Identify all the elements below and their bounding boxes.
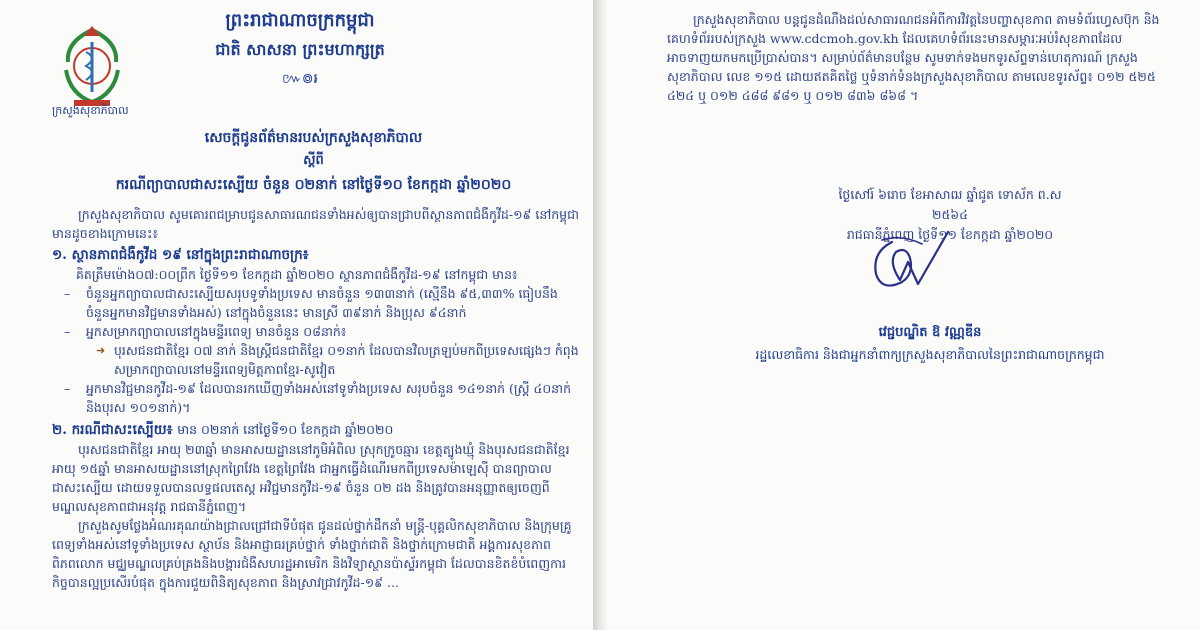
section-2-paragraph-1: បុរសជនជាតិខ្មែរ អាយុ ២៣ឆ្នាំ មានអាសយដ្ឋាននៅភូមិអំពិល ស្រុកក្រូចឆ្មារ ខេត្តត្បូងឃ្មុំ និងបុរសជនជាតិខ្មែរ អាយុ ១៥ឆ្នាំ មានអាសយដ្ឋាននៅស្រុកព្រៃវែង ខេត្តព្រៃវែង ជាអ្នកធ្វើដំណើរមកពីប្រទេសម៉ាឡេស៊ី បានព្យាបាលជាសះស្បើយ ដោយទទួលបានលទ្ធផលតេស្ត អវិជ្ជមានកូវីដ-១៩ ចំនួន ០២ ដង និងត្រូវបានអនុញ្ញាតឲ្យចេញពីមណ្ឌលសុខភាពជាអនុវត្ត រាជធានីភ្នំពេញ។ — [52, 442, 570, 514]
signer-name: វេជ្ជបណ្ឌិត ឱ វណ្ណឌីន — [878, 325, 982, 340]
document-title — [50, 128, 577, 196]
section-1-heading: ១. ស្ថានភាពជំងឺកូវីដ ១៩ នៅក្នុងព្រះរាជាណាចក្រ៖ — [52, 247, 309, 263]
signer-block — [700, 322, 1160, 366]
ornament: ៚៙៛ — [282, 71, 318, 87]
ministry-emblem-icon — [56, 22, 128, 112]
title-line-3: ករណីព្យាបាលជាសះស្បើយ ចំនួន ០២នាក់ នៅថ្ងៃទី១០ ខែកក្កដា ឆ្នាំ២០២០ — [115, 177, 512, 193]
section-2-paragraph-2: ក្រសួងសូមថ្លែងអំណរគុណយ៉ាងជ្រាលជ្រៅជាទីបំផុត ជូនដល់ថ្នាក់ដឹកនាំ មន្ត្រី-បុគ្គលិកសុខាភិបាល និងក្រុមគ្រូពេទ្យទាំងអស់នៅទូទាំងប្រទេស ស្ថាប័ន និងអាជ្ញាធរគ្រប់ថ្នាក់ ទាំងថ្នាក់ជាតិ និងថ្នាក់ក្រោមជាតិ អង្គការសុខភាពពិភពលោក មជ្ឈមណ្ឌលគ្រប់គ្រងនិងបង្ការជំងឺសហរដ្ឋអាមេរិក និងវិទ្យាស្ថានប៉ាស្ទ័រកម្ពុជា ដែលបានខិតខំបំពេញការកិច្ចបានល្អប្រសើរបំផុត ក្នុងការជួយពិនិត្យសុខភាព និងស្រាវជ្រាវកូវីដ-១៩ ... — [52, 518, 572, 590]
section-2-heading-label: ២. ករណីជាសះស្បើយ៖ — [52, 422, 173, 438]
section-1-bullet-3: – អ្នកមានវិជ្ជមានកូវីដ-១៩ ដែលបានរកឃើញទាំងអស់នៅទូទាំងប្រទេស សរុបចំនួន ១៤១នាក់ (ស្ត្រី ៤០នាក់ និងបុរស ១០១នាក់)។ — [52, 379, 580, 417]
section-1-bullet-2: – អ្នកសម្រាកព្យាបាលនៅក្នុងមន្ទីរពេទ្យ មានចំនួន ០៨នាក់៖ — [52, 322, 580, 341]
section-2-heading — [52, 420, 580, 440]
section-1-arrow-item: ➜ បុរសជនជាតិខ្មែរ ០៧ នាក់ និងស្ត្រីជនជាតិខ្មែរ ០១នាក់ ដែលបានវិលត្រឡប់មកពីប្រទេសផ្សេងៗ កំពុងសម្រាកព្យាបាលនៅមន្ទីរពេទ្យមិត្តភាពខ្មែរ-សូវៀត — [52, 341, 580, 379]
kingdom-name: ព្រះរាជាណាចក្រកម្ពុជា — [225, 10, 375, 31]
page-gutter — [593, 0, 607, 630]
contact-paragraph: ក្រសួងសុខាភិបាល បន្តជូនដំណឹងដល់សាធារណជនអំពីការវិវត្តនៃបញ្ហាសុខភាព តាមទំព័រហ្វេសប៊ុក និងគេហទំព័ររបស់ក្រសួង www.cdcmoh.gov.kh ដែលគេហទំព័រនេះមានសម្ភារៈអប់រំសុខភាពដែលអាចទាញយកមកប្រើប្រាស់បាន។ សម្រាប់ព័ត៌មានបន្ថែម សូមទាក់ទងមកទូរស័ព្ទទាន់ហេតុការណ៍ ក្រសួងសុខាភិបាល លេខ ១១៥ ដោយឥតគិតថ្លៃ ឬទំនាក់ទំនងក្រសួងសុខាភិបាល តាមលេខទូរស័ព្ទ៖ ០១២ ៥២៥ ៤២៤ ឬ ០១២ ៤៨៨ ៩៨១ ឬ ០១២ ៨៣៦ ៨៦៨ ។ — [667, 12, 1160, 103]
section-2-heading-tail: មាន ០២នាក់ នៅថ្ងៃទី១០ ខែកក្កដា ឆ្នាំ២០២០ — [177, 422, 394, 437]
place-date: រាជធានីភ្នំពេញ ថ្ងៃទី១១ ខែកក្កដា ឆ្នាំ២០២០ — [846, 227, 1054, 242]
section-1-lead: គិតត្រឹមម៉ោង០៧:០០ព្រឹក ថ្ងៃទី១១ ខែកក្កដា ឆ្នាំ២០២០ ស្ថានភាពជំងឺកូវីដ-១៩ នៅកម្ពុជា មាន៖ — [76, 267, 518, 282]
lunar-date: ថ្ងៃសៅរ៍ ៦រោច ខែអាសាឍ ឆ្នាំជូត ទោស័ក ព.ស ២៥៦៤ — [838, 187, 1062, 222]
left-body-text — [52, 205, 580, 592]
intro-paragraph: ក្រសួងសុខាភិបាល សូមគោរពជម្រាបជូនសាធារណជនទាំងអស់ឲ្យបានជ្រាបពីស្ថានភាពជំងឺកូវីដ-១៩ នៅកម្ពុជា មានដូចខាងក្រោមនេះ៖ — [52, 207, 580, 241]
title-line-1: សេចក្តីជូនព័ត៌មានរបស់ក្រសួងសុខាភិបាល — [204, 130, 423, 146]
section-1-bullet-1: – ចំនួនអ្នកព្យាបាលជាសះស្បើយសរុបទូទាំងប្រទេស មានចំនួន ១៣៣នាក់ (ស្មើនឹង ៩៥,៣៣% ធៀបនឹងចំនួនអ្នកមានវិជ្ជមានទាំងអស់) នៅក្នុងចំនួននេះ មានស្រី ៣៩នាក់ និងប្រុស ៩៤នាក់ — [52, 284, 580, 322]
national-motto: ជាតិ សាសនា ព្រះមហាក្សត្រ — [215, 40, 385, 59]
kingdom-header — [170, 8, 430, 90]
signer-role: រដ្ឋលេខាធិការ និងជាអ្នកនាំពាក្យក្រសួងសុខាភិបាលនៃព្រះរាជាណាចក្រកម្ពុជា — [755, 347, 1105, 362]
title-line-2: ស្តីពី — [303, 153, 324, 168]
ministry-label: ក្រសួងសុខាភិបាល — [52, 104, 129, 117]
right-body-text — [667, 10, 1160, 105]
signature-icon — [862, 222, 972, 302]
